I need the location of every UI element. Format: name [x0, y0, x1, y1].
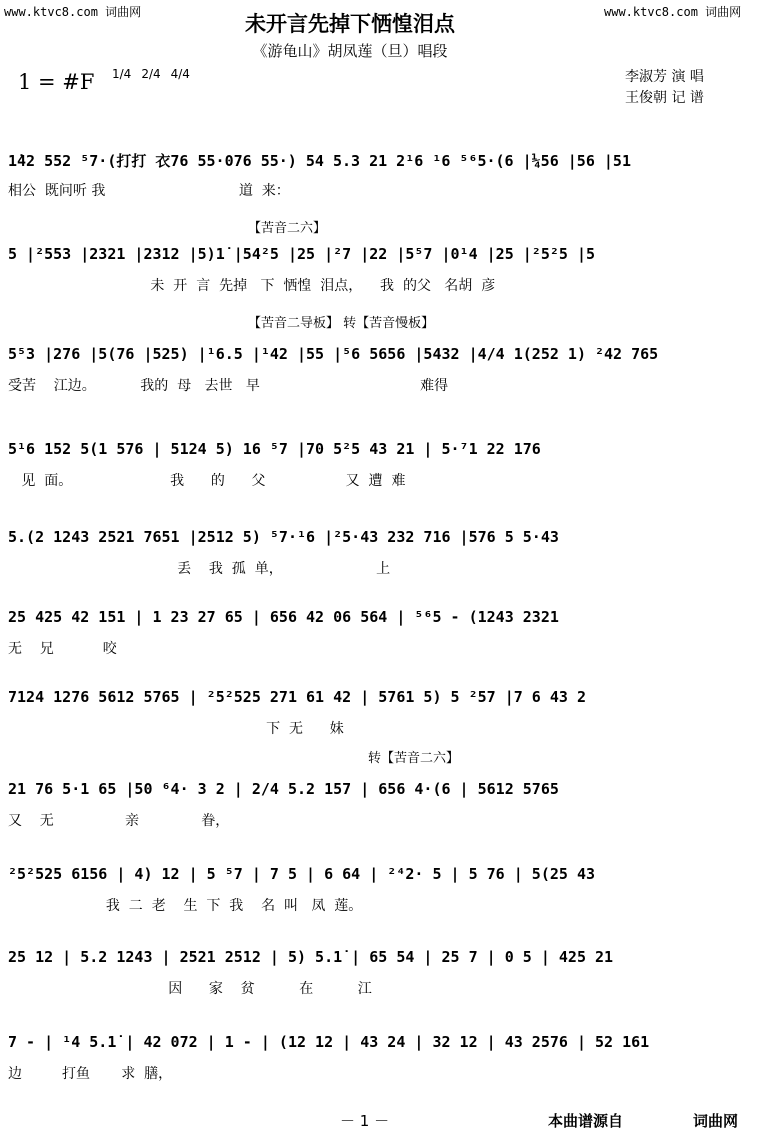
site-watermark-left: www.ktvc8.com 词曲网 — [4, 5, 142, 19]
notation-line: 1̇42 552 ⁵7·(打打 衣76 55·076 55·) 54 5.3 21 2¹6 ¹6 ⁵⁶5·(6 |¼56 |56 |51 — [8, 152, 631, 170]
singer-credit: 李淑芳 演 唱 — [625, 69, 704, 85]
notation-line: 7124 1276 5612 5765 | ²5²525 271 61 42 | 5761 5) 5 ²57 |7 6 43 2 — [8, 688, 586, 706]
lyric-line: 我 二 老 生 下 我 名 叫 凤 莲。 — [8, 898, 363, 914]
notation-line: 25 425 42 151 | 1 23 27 65 | 656 42 06 564 | ⁵⁶5 - (1243 2321 — [8, 608, 559, 626]
notation-line: ²5²525 6156 | 4) 12 | 5 ⁵7 | 7 5 | 6 64 | ²⁴2· 5 | 5 76 | 5(25 43 — [8, 865, 595, 883]
time-signatures — [112, 68, 190, 81]
lyric-line: 相公 既问听 我 道 来： — [8, 183, 290, 199]
source-note: 本曲谱源自 — [548, 1112, 624, 1130]
lyric-line: 因 家 贫 在 江 — [8, 981, 372, 997]
song-subtitle: 《游龟山》胡凤莲（旦）唱段 — [252, 42, 448, 60]
lyric-line: 见 面。 我 的 父 又 遭 难 — [8, 473, 406, 489]
notation-line: 25 12 | 5.2 1243 | 2521 2512 | 5) 5.1̇ | 65 54 | 25 7 | 0 5 | 425 21 — [8, 948, 614, 966]
notation-line: 5¹6 152 5(1 576 | 5124 5) 16 ⁵7 |70 5²5 43 21 | 5·⁷1 22 176 — [8, 440, 541, 458]
lyric-line: 无 兄 咬 — [8, 641, 117, 657]
meter-1: 1/4 — [112, 67, 132, 81]
notation-line: 7 - | ¹4 5.1̇ | 42 072 | 1 - | (12 12 | 43 24 | 32 12 | 43 2576 | 52 161 — [8, 1033, 650, 1051]
lyric-line: 又 无 亲 眷， — [8, 813, 230, 829]
lyric-line: 受苦 江边。 我的 母 去世 早 难得 — [8, 378, 449, 394]
notation-line: 5 |²553 |2321 |2312 |5)1̇ |54²5 |25 |²7 |22 |5⁵7 |0¹4 |25 |²5²5 |5 — [8, 245, 595, 263]
lyric-line: 边 打鱼 求 膳， — [8, 1066, 173, 1082]
section-mark: 【苦音二导板】 转【苦音慢板】 — [248, 316, 435, 331]
song-title: 未开言先掉下恓惶泪点 — [245, 12, 455, 36]
notation-line: 21 76 5·1 65 |50 ⁶4· 3 2 | 2/4 5.2 157 | 656 4·(6 | 5612 5765 — [8, 780, 559, 798]
site-watermark-right: www.ktvc8.com 词曲网 — [604, 5, 742, 19]
meter-3: 4/4 — [170, 67, 190, 81]
meter-2: 2/4 — [141, 67, 161, 81]
lyric-line: 未 开 言 先掉 下 恓惶 泪点， 我 的父 名胡 彦 — [8, 278, 496, 294]
transcriber-credit: 王俊朝 记 谱 — [625, 90, 704, 106]
section-mark: 转【苦音二六】 — [368, 751, 460, 766]
key-signature: 1 = #F — [18, 70, 95, 94]
page-number: － 1 － — [340, 1112, 390, 1130]
source-site: 词曲网 — [693, 1112, 739, 1130]
notation-line: 5⁵3 |276 |5(76 |525) |¹6.5 |¹42 |55 |⁵6 5656 |5432 |4/4 1(252 1) ²42 765 — [8, 345, 659, 363]
lyric-line: 下 无 妹 — [8, 721, 344, 737]
section-mark: 【苦音二六】 — [248, 221, 327, 236]
lyric-line: 丢 我 孤 单， 上 — [8, 561, 391, 577]
notation-line: 5.(2 1243 2521 7651 |2512 5) ⁵7·¹6 |²5·43 232 716 |576 5 5·43 — [8, 528, 559, 546]
